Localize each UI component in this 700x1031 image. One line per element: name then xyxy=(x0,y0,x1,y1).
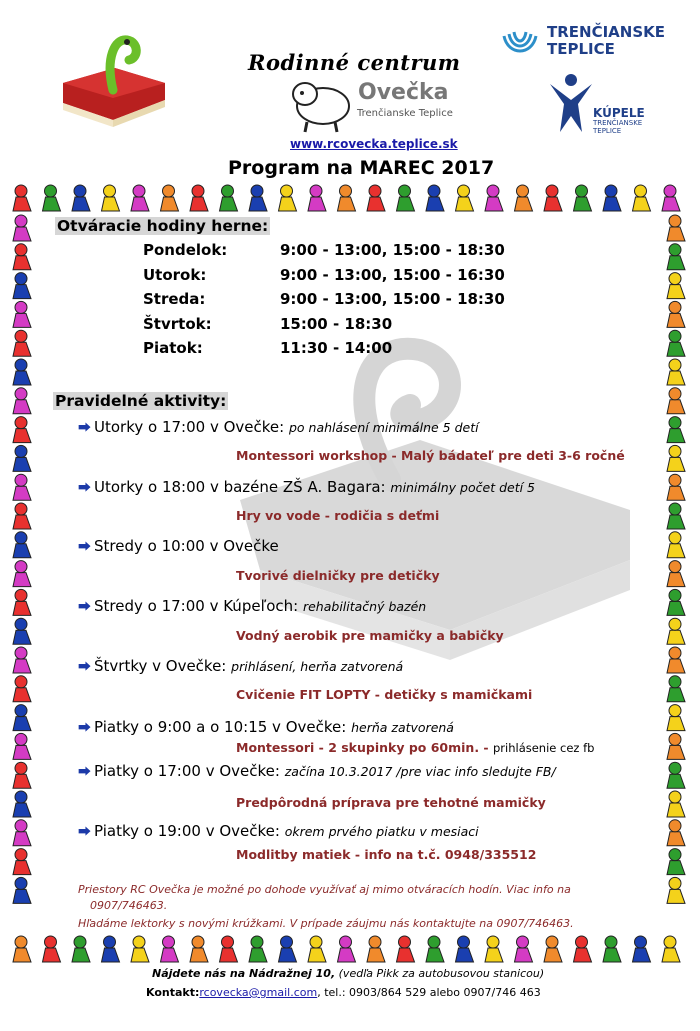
border-figure-icon xyxy=(544,936,562,962)
activity-note: po nahlásení minimálne 5 detí xyxy=(288,420,479,435)
contact-label: Kontakt: xyxy=(146,986,200,999)
center-town: Trenčianske Teplice xyxy=(357,108,453,119)
bullet-arrow-icon: ⮕ xyxy=(78,825,92,840)
border-figure-icon xyxy=(13,532,31,558)
border-figure-icon xyxy=(131,185,149,211)
activity-description-text: Hry vo vode - rodičia s deťmi xyxy=(236,508,440,523)
border-figure-icon xyxy=(667,474,685,500)
activity-main: Piatky o 9:00 a o 10:15 v Ovečke: xyxy=(94,718,347,736)
border-figure-icon xyxy=(72,936,90,962)
border-figure-icon xyxy=(633,185,651,211)
border-figure-icon xyxy=(102,185,120,211)
contact-line xyxy=(146,986,541,999)
border-figure-icon xyxy=(667,561,685,587)
border-figure-icon xyxy=(249,185,267,211)
bookworm-watermark-image xyxy=(220,330,640,670)
border-figure-icon xyxy=(397,185,415,211)
program-title: Program na MAREC 2017 xyxy=(228,157,495,179)
bullet-arrow-icon: ⮕ xyxy=(78,660,92,675)
trencianske-teplice-logo-icon xyxy=(500,22,540,60)
activity-note: okrem prvého piatku v mesiaci xyxy=(284,824,479,839)
border-figure-icon xyxy=(667,820,685,846)
border-figure-icon xyxy=(667,417,685,443)
activity-item xyxy=(78,717,454,736)
border-figure-icon xyxy=(633,936,651,962)
border-figure-icon xyxy=(667,589,685,615)
border-figure-icon xyxy=(13,589,31,615)
border-figure-icon xyxy=(161,185,179,211)
activity-description-text: Tvorivé dielničky pre detičky xyxy=(236,568,440,583)
border-figure-icon xyxy=(13,301,31,327)
activity-description xyxy=(236,628,504,643)
center-name: Ovečka xyxy=(358,80,449,105)
activities-heading: Pravidelné aktivity: xyxy=(55,392,227,410)
border-figure-icon xyxy=(667,791,685,817)
border-figure-icon xyxy=(72,185,90,211)
bullet-arrow-icon: ⮕ xyxy=(78,721,92,736)
opening-hours-time: 11:30 - 14:00 xyxy=(280,339,393,357)
activity-note: začína 10.3.2017 /pre viac info sledujte FB/ xyxy=(284,764,556,779)
border-figure-icon xyxy=(13,330,31,356)
border-figure-icon xyxy=(662,185,680,211)
border-figure-icon xyxy=(161,936,179,962)
border-figure-icon xyxy=(603,936,621,962)
border-figure-icon xyxy=(667,273,685,299)
border-figure-icon xyxy=(13,503,31,529)
border-figure-icon xyxy=(338,936,356,962)
activity-note: minimálny počet detí 5 xyxy=(390,480,535,495)
border-figure-icon xyxy=(667,532,685,558)
border-figure-icon xyxy=(13,733,31,759)
border-figure-icon xyxy=(667,849,685,875)
border-figure-icon xyxy=(574,185,592,211)
activity-item xyxy=(78,536,279,555)
border-figure-icon xyxy=(308,936,326,962)
border-figure-icon xyxy=(13,244,31,270)
border-figure-icon xyxy=(667,330,685,356)
kupele-logo-text xyxy=(593,108,645,135)
border-figure-icon xyxy=(426,185,444,211)
border-figure-icon xyxy=(13,561,31,587)
border-figure-icon xyxy=(13,388,31,414)
border-figure-icon xyxy=(13,791,31,817)
activity-main: Piatky o 17:00 v Ovečke: xyxy=(94,762,280,780)
footer-note-line3: Hľadáme lektorky s novými krúžkami. V prípade záujmu nás kontaktujte na 0907/746463. xyxy=(78,917,574,930)
border-figure-icon xyxy=(13,647,31,673)
border-figure-icon xyxy=(338,185,356,211)
tt-logo-line2: TEPLICE xyxy=(547,40,615,58)
opening-hours-time: 9:00 - 13:00, 15:00 - 16:30 xyxy=(280,266,505,284)
bullet-arrow-icon: ⮕ xyxy=(78,600,92,615)
border-figure-icon xyxy=(13,185,31,211)
activity-description-text: Vodný aerobik pre mamičky a babičky xyxy=(236,628,504,643)
activity-item xyxy=(78,417,479,436)
border-figure-icon xyxy=(13,676,31,702)
border-figure-icon xyxy=(279,936,297,962)
border-figure-icon xyxy=(13,877,31,903)
activity-main: Utorky o 17:00 v Ovečke: xyxy=(94,418,285,436)
address xyxy=(152,967,544,980)
activity-description xyxy=(236,448,625,463)
border-figure-icon xyxy=(13,474,31,500)
border-figure-icon xyxy=(667,445,685,471)
border-figure-icon xyxy=(544,185,562,211)
border-figure-icon xyxy=(574,936,592,962)
border-figure-icon xyxy=(190,185,208,211)
trencianske-teplice-logo-text xyxy=(547,24,665,58)
activity-description xyxy=(236,847,536,862)
activity-item xyxy=(78,477,535,496)
website-link[interactable]: www.rcovecka.teplice.sk xyxy=(290,137,458,151)
activity-main: Utorky o 18:00 v bazéne ZŠ A. Bagara: xyxy=(94,478,386,496)
bullet-arrow-icon: ⮕ xyxy=(78,765,92,780)
border-figure-icon xyxy=(667,618,685,644)
opening-hours-day: Streda: xyxy=(143,290,206,308)
border-figure-icon xyxy=(13,849,31,875)
kupele-line1: TRENČIANSKE xyxy=(593,119,643,127)
opening-hours-day: Utorok: xyxy=(143,266,207,284)
activity-description-text: Montessori - 2 skupinky po 60min. - xyxy=(236,740,489,755)
border-figure-icon xyxy=(456,185,474,211)
border-figure-icon xyxy=(13,705,31,731)
border-figure-icon xyxy=(13,273,31,299)
opening-hours-time: 9:00 - 13:00, 15:00 - 18:30 xyxy=(280,290,505,308)
opening-hours-time: 9:00 - 13:00, 15:00 - 18:30 xyxy=(280,241,505,259)
kupele-logo-icon xyxy=(548,70,594,134)
activity-main: Stredy o 10:00 v Ovečke xyxy=(94,537,279,555)
opening-hours-day: Piatok: xyxy=(143,339,203,357)
sheep-logo-icon xyxy=(285,72,357,134)
activity-description xyxy=(236,687,532,702)
border-figure-icon xyxy=(485,936,503,962)
address-detail: (vedľa Pikk za autobusovou stanicou) xyxy=(335,967,545,980)
border-figure-icon xyxy=(131,936,149,962)
activity-note: herňa zatvorená xyxy=(351,720,454,735)
border-figure-icon xyxy=(426,936,444,962)
contact-email-link[interactable]: rcovecka@gmail.com xyxy=(199,986,318,999)
border-figure-icon xyxy=(667,359,685,385)
activity-description-text: Modlitby matiek - info na t.č. 0948/335512 xyxy=(236,847,537,862)
border-figure-icon xyxy=(13,359,31,385)
border-figure-icon xyxy=(308,185,326,211)
tt-logo-line1: TRENČIANSKE xyxy=(547,23,666,41)
border-figure-icon xyxy=(603,185,621,211)
border-figure-icon xyxy=(667,647,685,673)
border-figure-icon xyxy=(367,185,385,211)
border-figure-icon xyxy=(190,936,208,962)
activity-description-text: Montessori workshop - Malý bádateľ pre deti 3-6 ročné xyxy=(236,448,625,463)
activity-description xyxy=(236,795,546,810)
activity-description-text: Predpôrodná príprava pre tehotné mamičky xyxy=(236,795,546,810)
border-figure-icon xyxy=(667,215,685,241)
border-figure-icon xyxy=(667,244,685,270)
opening-hours-time: 15:00 - 18:30 xyxy=(280,315,393,333)
bullet-arrow-icon: ⮕ xyxy=(78,421,92,436)
border-figure-icon xyxy=(515,936,533,962)
border-figure-icon xyxy=(667,388,685,414)
border-figure-icon xyxy=(515,185,533,211)
opening-hours-day: Štvrtok: xyxy=(143,315,212,333)
border-figure-icon xyxy=(662,936,680,962)
activity-main: Piatky o 19:00 v Ovečke: xyxy=(94,822,280,840)
border-figure-icon xyxy=(220,936,238,962)
footer-note-line1: Priestory RC Ovečka je možné po dohode využívať aj mimo otváracích hodín. Viac info na xyxy=(78,883,571,896)
border-figure-icon xyxy=(43,936,61,962)
border-figure-icon xyxy=(13,445,31,471)
border-figure-icon xyxy=(397,936,415,962)
border-figure-icon xyxy=(43,185,61,211)
border-figure-icon xyxy=(249,936,267,962)
activity-item xyxy=(78,656,403,675)
border-figure-icon xyxy=(456,936,474,962)
border-figure-icon xyxy=(279,185,297,211)
activity-main: Stredy o 17:00 v Kúpeľoch: xyxy=(94,597,299,615)
activity-item xyxy=(78,821,479,840)
contact-phones: , tel.: 0903/864 529 alebo 0907/746 463 xyxy=(317,986,541,999)
border-figure-icon xyxy=(13,762,31,788)
border-figure-icon xyxy=(367,936,385,962)
border-figure-icon xyxy=(667,705,685,731)
kupele-name: KÚPELE xyxy=(593,106,645,120)
activity-description-text: Cvičenie FIT LOPTY - detičky s mamičkami xyxy=(236,687,533,702)
opening-hours-heading: Otváracie hodiny herne: xyxy=(57,217,269,235)
activity-item xyxy=(78,596,426,615)
activity-description-extra: prihlásenie cez fb xyxy=(492,741,595,755)
activity-note: rehabilitačný bazén xyxy=(302,599,427,614)
border-figure-icon xyxy=(667,503,685,529)
border-figure-icon xyxy=(13,215,31,241)
bullet-arrow-icon: ⮕ xyxy=(78,540,92,555)
border-figure-icon xyxy=(13,618,31,644)
border-figure-icon xyxy=(13,936,31,962)
border-figure-icon xyxy=(485,185,503,211)
border-figure-icon xyxy=(13,417,31,443)
border-figure-icon xyxy=(13,820,31,846)
border-figure-icon xyxy=(667,762,685,788)
border-figure-icon xyxy=(667,877,685,903)
book-worm-logo-icon xyxy=(55,28,170,128)
border-figure-icon xyxy=(667,733,685,759)
border-figure-icon xyxy=(102,936,120,962)
bullet-arrow-icon: ⮕ xyxy=(78,481,92,496)
footer-note-line2: 0907/746463. xyxy=(90,899,168,912)
address-street: Nájdete nás na Nádražnej 10, xyxy=(152,967,336,980)
border-figure-icon xyxy=(220,185,238,211)
activity-main: Štvrtky v Ovečke: xyxy=(94,657,227,675)
activity-description xyxy=(236,568,440,583)
border-figure-icon xyxy=(667,301,685,327)
activity-item xyxy=(78,761,556,780)
activity-description xyxy=(236,508,439,523)
activity-description xyxy=(236,740,594,755)
kupele-line2: TEPLICE xyxy=(593,127,622,135)
border-figure-icon xyxy=(667,676,685,702)
opening-hours-day: Pondelok: xyxy=(143,241,228,259)
center-title: Rodinné centrum xyxy=(248,50,461,75)
activity-note: prihlásení, herňa zatvorená xyxy=(231,659,404,674)
